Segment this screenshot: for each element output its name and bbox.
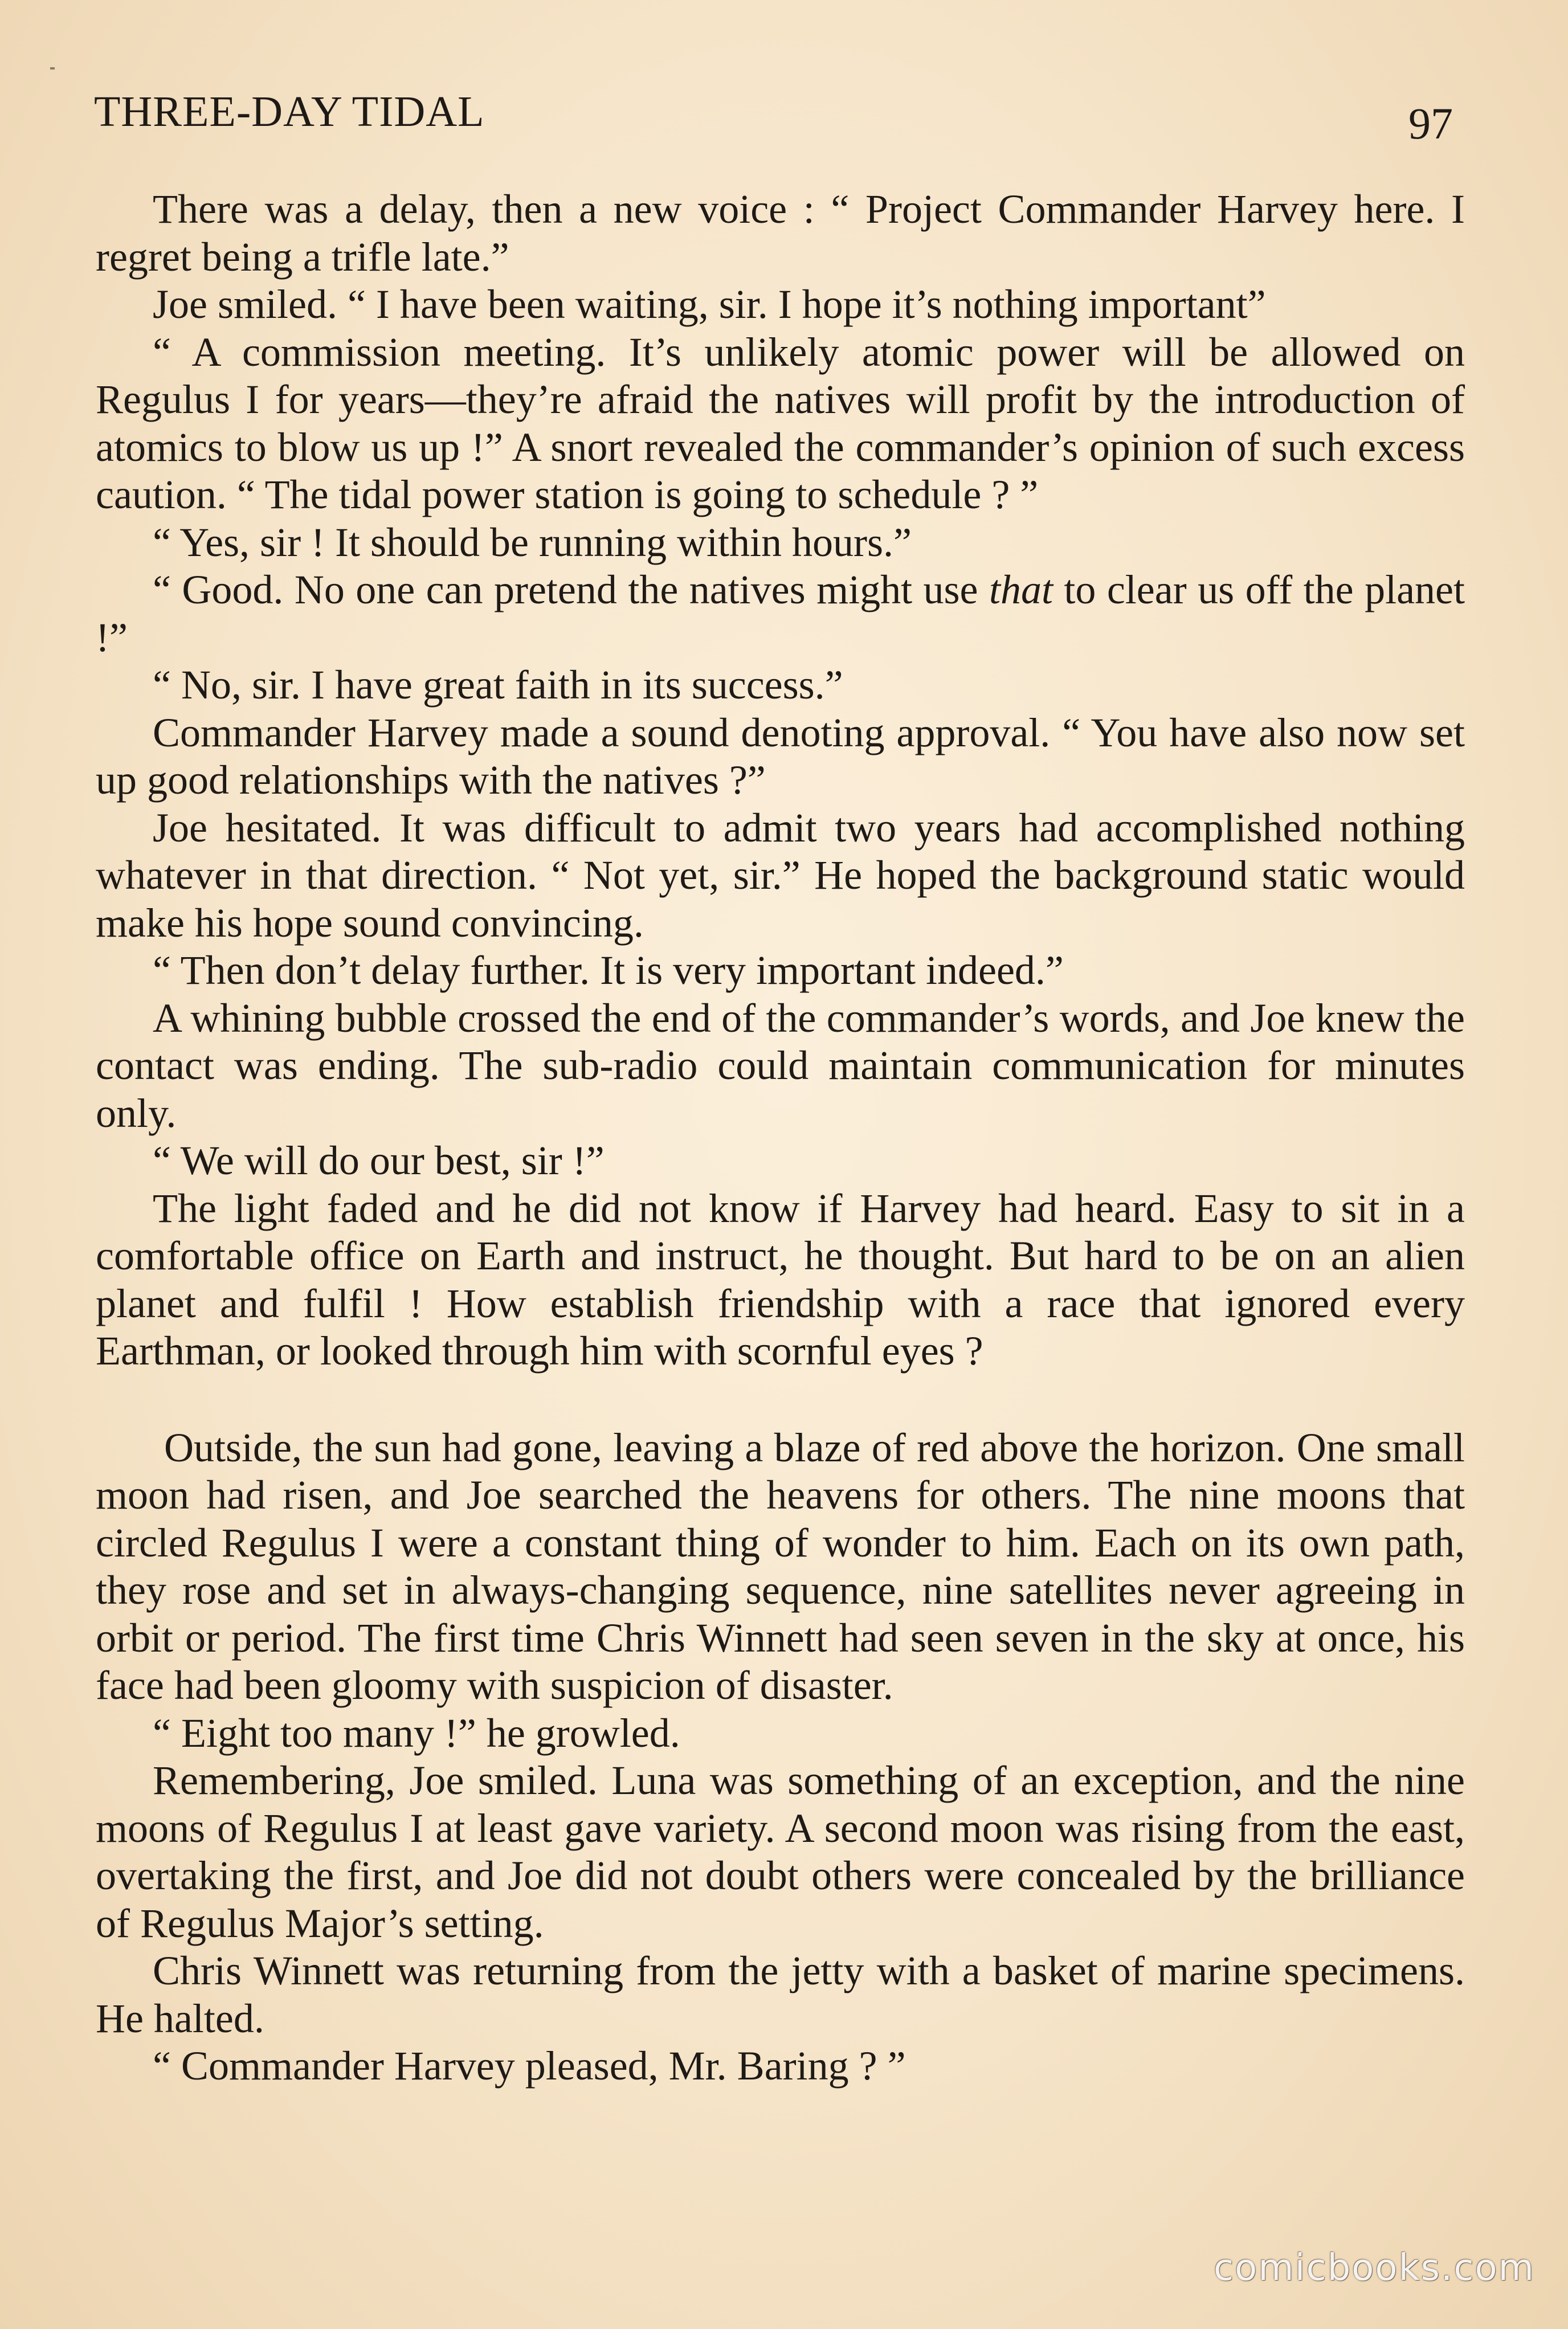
emphasis-text: that bbox=[989, 567, 1053, 612]
paragraph: “ No, sir. I have great faith in its success.” bbox=[153, 662, 843, 708]
paragraph: Commander Harvey made a sound denoting approval. “ You have also now set up good relationships with the natives ?” bbox=[96, 709, 1465, 803]
paragraph: “ A commission meeting. It’s unlikely atomic power will be allowed on Regulus I for years—they’re afraid the natives will profit by the introduction of atomics to blow us up !” A snort revealed the commander’s opinion of such excess caution. “ The tidal power station is going to schedule ? ” bbox=[96, 329, 1465, 517]
paragraph: “ Yes, sir ! It should be running within hours.” bbox=[153, 519, 912, 565]
page-number: 97 bbox=[1408, 99, 1453, 148]
paragraph: Joe smiled. “ I have been waiting, sir. I hope it’s nothing important” bbox=[153, 281, 1266, 327]
paragraph: “ Eight too many !” he growled. bbox=[153, 1710, 680, 1756]
paragraph-with-emphasis bbox=[96, 566, 1465, 661]
watermark-logo: comicbooks.com bbox=[1213, 2247, 1535, 2289]
running-title: THREE-DAY TIDAL bbox=[94, 88, 485, 136]
paragraph: “ Commander Harvey pleased, Mr. Baring ? ” bbox=[153, 2043, 906, 2089]
paragraph: The light faded and he did not know if Harvey had heard. Easy to sit in a comfortable office on Earth and instruct, he thought. But hard to be on an alien planet and fulfil ! How establish friendship with a race that ignored every Earthman, or looked through him with scornful eyes ? bbox=[96, 1185, 1465, 1374]
edge-mark bbox=[50, 67, 55, 70]
paragraph: There was a delay, then a new voice : “ Project Commander Harvey here. I regret being a trifle late.” bbox=[96, 186, 1465, 280]
paragraph: Outside, the sun had gone, leaving a blaze of red above the horizon. One small moon had risen, and Joe searched the heavens for others. The nine moons that circled Regulus I were a constant thing of wonder to him. Each on its own path, they rose and set in always-changing sequence, nine satellites never agreeing in orbit or period. The first time Chris Winnett had seen seven in the sky at once, his face had been gloomy with suspicion of disaster. bbox=[96, 1424, 1465, 1708]
paragraph: Chris Winnett was returning from the jetty with a basket of marine specimens. He halted. bbox=[96, 1948, 1465, 2041]
paragraph-text: to clear us off the planet !” bbox=[96, 567, 1465, 660]
paragraph-text: “ Good. No one can pretend the natives might use bbox=[153, 567, 989, 612]
body-text bbox=[96, 186, 1465, 2090]
paragraph: “ Then don’t delay further. It is very important indeed.” bbox=[153, 947, 1064, 993]
paragraph: “ We will do our best, sir !” bbox=[153, 1138, 605, 1183]
paragraph: A whining bubble crossed the end of the commander’s words, and Joe knew the contact was ending. The sub-radio could maintain communication for minutes only. bbox=[96, 995, 1465, 1136]
paragraph: Remembering, Joe smiled. Luna was something of an exception, and the nine moons of Regulus I at least gave variety. A second moon was rising from the east, overtaking the first, and Joe did not doubt others were concealed by the brilliance of Regulus Major’s setting. bbox=[96, 1758, 1465, 1946]
section-break bbox=[96, 1375, 1465, 1424]
paragraph: Joe hesitated. It was difficult to admit two years had accomplished nothing whatever in that direction. “ Not yet, sir.” He hoped the background static would make his hope sound convincing. bbox=[96, 804, 1465, 946]
